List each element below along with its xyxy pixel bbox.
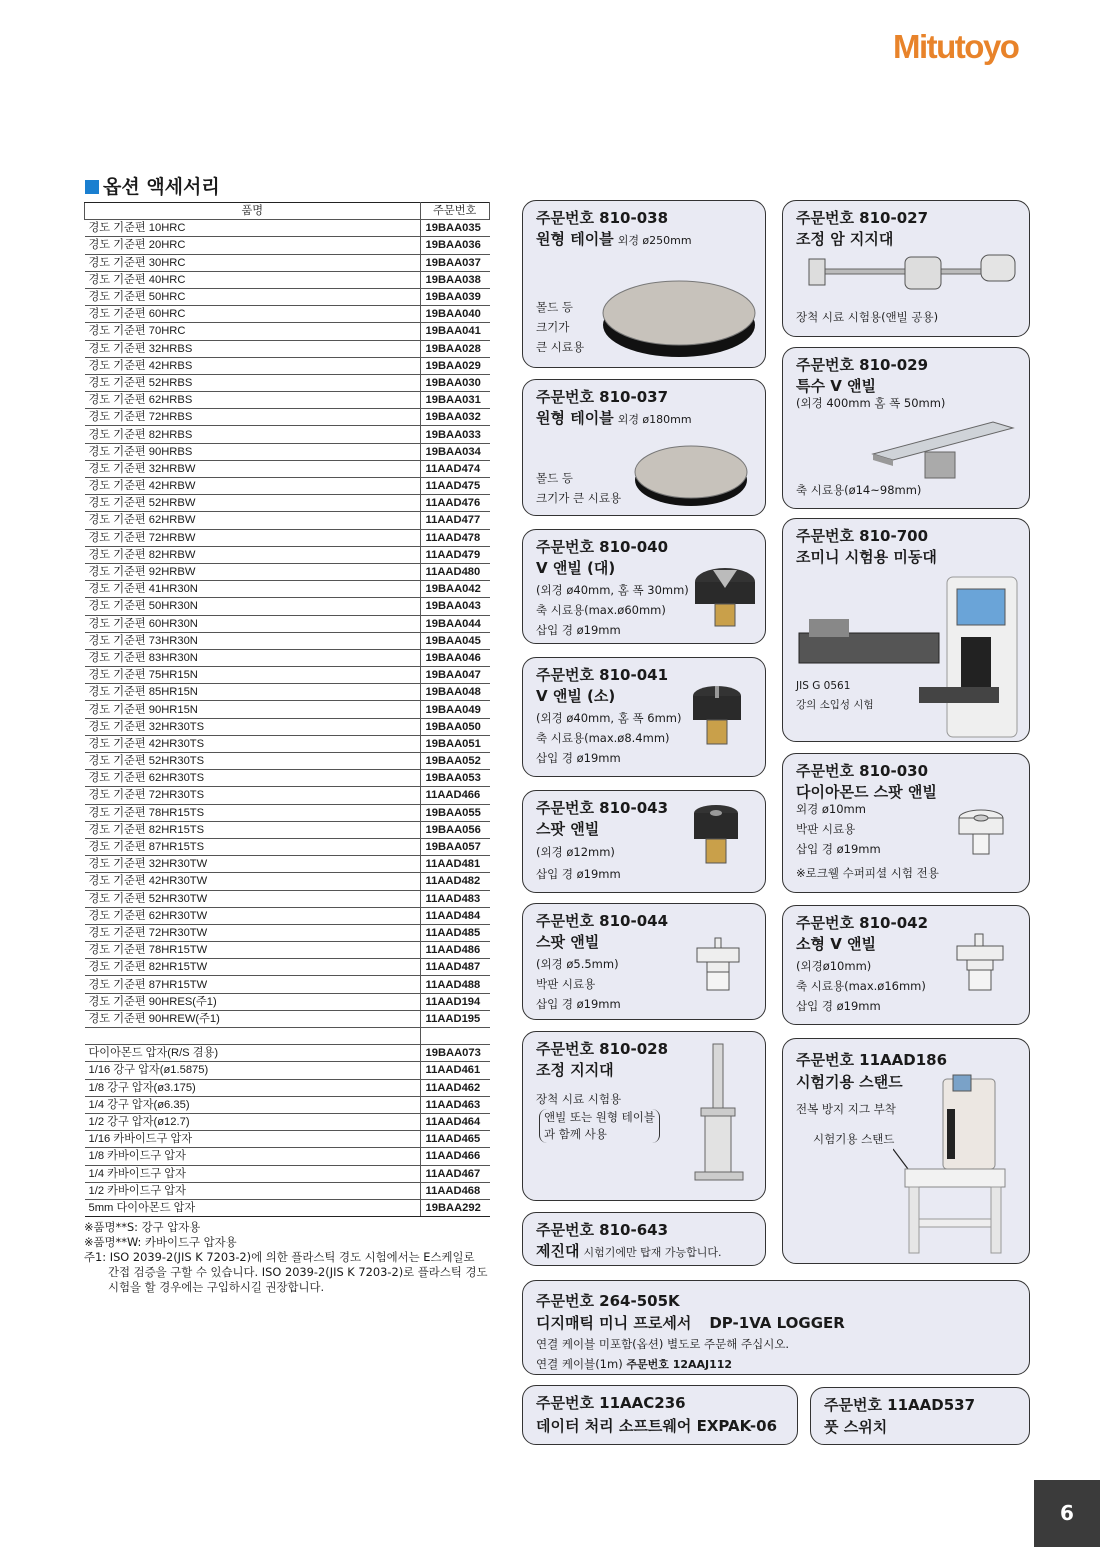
order-code: 19BAA047 [420,667,490,684]
card-desc: JIS G 0561 강의 소입성 시험 [796,680,874,711]
card-11AAD537 [810,1387,1030,1445]
item-name: 경도 기준편 82HR15TS [85,821,421,838]
table-row [85,942,490,959]
item-name: 경도 기준편 90HREW(주1) [85,1010,421,1027]
order-code: 11AAD463 [420,1096,490,1113]
table-row [85,873,490,890]
item-name: 1/2 카바이드구 압자 [85,1182,421,1199]
card-name: 디지매틱 미니 프로세서 DP-1VA LOGGER [536,1314,845,1332]
item-name: 1/4 카바이드구 압자 [85,1165,421,1182]
card-desc: 몰드 등 크기가 큰 시료용 [536,300,585,354]
item-name: 경도 기준편 42HR30TS [85,735,421,752]
card-810-042 [782,905,1030,1025]
item-name: 경도 기준편 70HRC [85,323,421,340]
order-code: 11AAD476 [420,495,490,512]
card-name: 데이터 처리 소프트웨어 EXPAK-06 [536,1417,778,1435]
card-order: 주문번호 810-044 [536,912,669,930]
order-code: 19BAA036 [420,237,490,254]
card-order: 주문번호 810-042 [796,914,929,932]
order-code: 11AAD466 [420,787,490,804]
order-code: 19BAA038 [420,271,490,288]
table-row [85,512,490,529]
card-order: 주문번호 810-038 [536,209,669,227]
brand-logo: Mitutoyo [893,28,1019,65]
table-row [85,426,490,443]
card-desc: 몰드 등 크기가 큰 시료용 [536,471,622,505]
order-code: 11AAD462 [420,1079,490,1096]
order-code: 19BAA073 [420,1045,490,1062]
card-desc: (외경 ø40mm, 홈 폭 30mm) 축 시료용(max.ø60mm) 삽입 경 ø19mm [536,583,689,637]
table-row [85,581,490,598]
item-name: 경도 기준편 87HR15TS [85,838,421,855]
card-order: 주문번호 810-030 [796,762,929,780]
col-header-name: 품명 [85,203,421,220]
diamond-spot-anvil-image [953,806,1013,862]
table-row [85,735,490,752]
order-code: 19BAA045 [420,632,490,649]
table-row [85,976,490,993]
card-11AAC236 [522,1385,798,1445]
order-code: 11AAD474 [420,460,490,477]
item-name: 1/16 카바이드구 압자 [85,1131,421,1148]
card-810-700 [782,518,1030,742]
note-line: ※품명**S: 강구 압자용 [84,1220,201,1234]
table-row [85,632,490,649]
table-row [85,529,490,546]
order-code: 11AAD481 [420,856,490,873]
card-desc: (외경 ø12mm) 삽입 경 ø19mm [536,845,621,881]
order-code: 19BAA049 [420,701,490,718]
table-row [85,959,490,976]
card-desc: (외경 400mm 홈 폭 50mm) [796,396,946,410]
table-row [85,478,490,495]
card-desc: (외경ø10mm) 축 시료용(max.ø16mm) 삽입 경 ø19mm [796,959,926,1013]
item-name: 경도 기준편 41HR30N [85,581,421,598]
item-name: 다이아몬드 압자(R/S 겸용) [85,1045,421,1062]
table-row [85,288,490,305]
order-code: 11AAD461 [420,1062,490,1079]
card-desc: (외경 ø5.5mm) 박판 시료용 삽입 경 ø19mm [536,957,621,1011]
item-name: 경도 기준편 10HRC [85,220,421,237]
card-810-037 [522,379,766,516]
card-name: 소형 V 앤빌 [796,935,877,953]
special-v-anvil-image [863,414,1023,484]
item-name: 경도 기준편 90HRES(주1) [85,993,421,1010]
card-name: V 앤빌 (대) [536,559,616,577]
card-name: 조정 지지대 [536,1061,614,1079]
order-code: 11AAD480 [420,563,490,580]
table-row [85,1096,490,1113]
item-name: 경도 기준편 72HRBW [85,529,421,546]
table-row [85,306,490,323]
item-name: 경도 기준편 72HR30TS [85,787,421,804]
card-order: 주문번호 810-029 [796,356,929,374]
table-row [85,237,490,254]
card-desc: 장척 시료 시험용 [536,1092,622,1106]
v-anvil-large-image [693,560,763,640]
table-row [85,1113,490,1130]
order-code: 11AAD465 [420,1131,490,1148]
section-title: 옵션 액세서리 [85,172,220,199]
page-number: 6 [1034,1480,1100,1547]
order-code: 11AAD488 [420,976,490,993]
item-name: 경도 기준편 85HR15N [85,684,421,701]
table-row [85,1199,490,1216]
item-name: 경도 기준편 82HRBW [85,546,421,563]
item-name: 경도 기준편 32HRBS [85,340,421,357]
table-row [85,271,490,288]
card-name: 원형 테이블 외경 ø180mm [536,409,692,427]
order-code: 11AAD475 [420,478,490,495]
order-code: 11AAD478 [420,529,490,546]
table-row [85,374,490,391]
item-name: 경도 기준편 42HRBW [85,478,421,495]
order-code: 19BAA043 [420,598,490,615]
order-code: 11AAD468 [420,1182,490,1199]
table-row [85,220,490,237]
item-name: 경도 기준편 42HRBS [85,357,421,374]
table-row [85,993,490,1010]
card-name: 조미니 시험용 미동대 [796,548,937,566]
card-desc-bracket: 앤빌 또는 원형 테이블 과 함께 사용 [539,1109,660,1143]
notes [84,1220,494,1295]
card-11AAD186 [782,1038,1030,1264]
square-bullet-icon [85,180,99,194]
card-name: 스팟 앤빌 [536,820,600,838]
table-row [85,718,490,735]
card-desc: 장척 시료 시험용(앤빌 공용) [796,310,939,324]
order-code: 19BAA292 [420,1199,490,1216]
item-name: 경도 기준편 30HRC [85,254,421,271]
table-row [85,1131,490,1148]
order-code: 19BAA029 [420,357,490,374]
item-name: 경도 기준편 32HR30TW [85,856,421,873]
order-code: 11AAD479 [420,546,490,563]
order-code: 11AAD483 [420,890,490,907]
card-name: 시험기용 스탠드 [796,1073,903,1091]
order-code: 19BAA040 [420,306,490,323]
item-name: 경도 기준편 52HR30TS [85,753,421,770]
order-code: 19BAA048 [420,684,490,701]
card-desc: (외경 ø40mm, 홈 폭 6mm) 축 시료용(max.ø8.4mm) 삽입 경 ø19mm [536,711,682,765]
table-row [85,821,490,838]
card-810-043 [522,790,766,893]
item-name: 경도 기준편 52HRBS [85,374,421,391]
item-name: 경도 기준편 60HR30N [85,615,421,632]
table-row [85,1182,490,1199]
card-order: 주문번호 810-040 [536,538,669,556]
order-code: 19BAA037 [420,254,490,271]
card-order: 주문번호 810-700 [796,527,929,545]
round-table-image [633,442,753,510]
card-name: 스팟 앤빌 [536,933,600,951]
table-row [85,340,490,357]
table-row [85,409,490,426]
card-cable: 연결 케이블(1m) 주문번호 12AAJ112 [536,1357,733,1371]
table-row [85,615,490,632]
card-810-041 [522,657,766,777]
adjust-support-image [693,1040,753,1190]
table-row [85,684,490,701]
order-code: 11AAD486 [420,942,490,959]
card-name: 다이아몬드 스팟 앤빌 [796,783,937,801]
card-name: 조정 암 지지대 [796,230,894,248]
order-code: 11AAD467 [420,1165,490,1182]
order-code: 19BAA042 [420,581,490,598]
item-name: 경도 기준편 78HR15TS [85,804,421,821]
order-code: 19BAA057 [420,838,490,855]
item-name: 경도 기준편 62HRBW [85,512,421,529]
card-order: 주문번호 810-037 [536,388,669,406]
card-note: ※로크웰 수퍼피셜 시험 전용 [796,866,939,880]
item-name: 1/8 카바이드구 압자 [85,1148,421,1165]
order-code: 19BAA031 [420,392,490,409]
card-810-028 [522,1031,766,1201]
item-name: 경도 기준편 32HR30TS [85,718,421,735]
card-810-038 [522,200,766,368]
table-row [85,770,490,787]
item-name: 경도 기준편 42HR30TW [85,873,421,890]
note-line: 주1: ISO 2039-2(JIS K 7203-2)에 의한 플라스틱 경도 시험에서는 E스케일로 [84,1250,475,1264]
item-name: 경도 기준편 60HRC [85,306,421,323]
item-name: 경도 기준편 90HR15N [85,701,421,718]
order-code: 19BAA041 [420,323,490,340]
order-code: 19BAA032 [420,409,490,426]
table-row [85,546,490,563]
card-name: 특수 V 앤빌 [796,377,877,395]
item-name: 경도 기준편 82HR15TW [85,959,421,976]
order-code: 19BAA039 [420,288,490,305]
order-code: 19BAA028 [420,340,490,357]
order-code [420,1028,490,1045]
table-row [85,1010,490,1027]
order-code: 11AAD485 [420,924,490,941]
card-desc: 외경 ø10mm 박판 시료용 삽입 경 ø19mm [796,802,881,856]
note-line: 시험을 할 경우에는 구입하시길 권장합니다. [108,1280,325,1294]
accessory-table [84,202,490,1217]
table-row [85,890,490,907]
card-name: V 앤빌 (소) [536,687,616,705]
item-name: 경도 기준편 20HRC [85,237,421,254]
item-name: 경도 기준편 50HRC [85,288,421,305]
card-810-030 [782,753,1030,893]
order-code: 19BAA052 [420,753,490,770]
card-810-643 [522,1212,766,1266]
table-row [85,924,490,941]
table-row [85,1165,490,1182]
item-name: 경도 기준편 82HRBS [85,426,421,443]
table-row [85,598,490,615]
card-callout: 시험기용 스탠드 [813,1132,895,1146]
card-order: 주문번호 11AAC236 [536,1394,686,1412]
item-name: 경도 기준편 50HR30N [85,598,421,615]
item-name: 경도 기준편 72HR30TW [85,924,421,941]
table-row [85,1148,490,1165]
order-code: 19BAA051 [420,735,490,752]
item-name: 경도 기준편 73HR30N [85,632,421,649]
col-header-code: 주문번호 [420,203,490,220]
table-row [85,357,490,374]
order-code: 19BAA055 [420,804,490,821]
order-code: 11AAD464 [420,1113,490,1130]
table-row [85,254,490,271]
note-line: ※품명**W: 카바이드구 압자용 [84,1235,237,1249]
table-row [85,495,490,512]
order-code: 11AAD195 [420,1010,490,1027]
table-row [85,856,490,873]
order-code: 11AAD194 [420,993,490,1010]
order-code: 19BAA056 [420,821,490,838]
table-row [85,460,490,477]
item-name: 경도 기준편 75HR15N [85,667,421,684]
order-code: 19BAA034 [420,443,490,460]
order-code: 11AAD487 [420,959,490,976]
card-order: 주문번호 810-041 [536,666,669,684]
item-name: 경도 기준편 62HR30TS [85,770,421,787]
v-anvil-small-image [685,682,755,752]
small-v-anvil-image [953,932,1009,994]
item-name: 경도 기준편 52HR30TW [85,890,421,907]
order-code: 19BAA033 [420,426,490,443]
table-row [85,787,490,804]
order-code: 19BAA050 [420,718,490,735]
item-name: 경도 기준편 62HRBS [85,392,421,409]
card-810-029 [782,347,1030,509]
item-name: 1/8 강구 압자(ø3.175) [85,1079,421,1096]
table-row [85,1062,490,1079]
note-line: 간접 검증을 구할 수 있습니다. ISO 2039-2(JIS K 7203-2)로 플라스틱 경도 [108,1265,488,1279]
table-row [85,667,490,684]
card-810-040 [522,529,766,644]
item-name: 1/4 강구 압자(ø6.35) [85,1096,421,1113]
card-order: 주문번호 810-643 [536,1221,669,1239]
table-row [85,701,490,718]
table-row [85,392,490,409]
item-name [85,1028,421,1045]
card-810-044 [522,903,766,1020]
item-name: 경도 기준편 52HRBW [85,495,421,512]
table-row [85,907,490,924]
card-264-505K [522,1280,1030,1375]
order-code: 11AAD477 [420,512,490,529]
order-code: 19BAA044 [420,615,490,632]
table-row [85,563,490,580]
card-order: 주문번호 264-505K [536,1292,680,1310]
card-name: 풋 스위치 [824,1418,888,1436]
spot-anvil-image [688,803,748,873]
item-name: 1/16 강구 압자(ø1.5875) [85,1062,421,1079]
card-desc: 연결 케이블 미포함(옵션) 별도로 주문해 주십시오. [536,1337,790,1351]
table-row [85,753,490,770]
table-row [85,804,490,821]
card-order: 주문번호 11AAD186 [796,1051,948,1069]
card-order: 주문번호 810-027 [796,209,929,227]
item-name: 5mm 다이아몬드 압자 [85,1199,421,1216]
item-name: 경도 기준편 72HRBS [85,409,421,426]
item-name: 경도 기준편 87HR15TW [85,976,421,993]
table-row [85,649,490,666]
tester-stand-image [893,1069,1023,1263]
item-name: 경도 기준편 32HRBW [85,460,421,477]
card-name: 원형 테이블 외경 ø250mm [536,230,692,248]
item-name: 경도 기준편 78HR15TW [85,942,421,959]
order-code: 19BAA053 [420,770,490,787]
adjust-arm-image [803,245,1023,305]
card-name: 제진대 시험기에만 탑재 가능합니다. [536,1242,722,1260]
order-code: 19BAA046 [420,649,490,666]
order-code: 19BAA035 [420,220,490,237]
card-order: 주문번호 810-028 [536,1040,669,1058]
item-name: 경도 기준편 90HRBS [85,443,421,460]
table-row [85,1079,490,1096]
card-desc: 전복 방지 지그 부착 [796,1102,896,1116]
table-row [85,838,490,855]
order-code: 11AAD482 [420,873,490,890]
card-desc: 축 시료용(ø14~98mm) [796,483,922,497]
table-row [85,443,490,460]
item-name: 경도 기준편 83HR30N [85,649,421,666]
table-row [85,1045,490,1062]
item-name: 1/2 강구 압자(ø12.7) [85,1113,421,1130]
table-row [85,1028,490,1045]
spot-anvil-small-image [693,936,745,994]
order-code: 19BAA030 [420,374,490,391]
order-code: 11AAD466 [420,1148,490,1165]
round-table-image [601,273,761,361]
card-order: 주문번호 810-043 [536,799,669,817]
card-810-027 [782,200,1030,337]
item-name: 경도 기준편 62HR30TW [85,907,421,924]
card-order: 주문번호 11AAD537 [824,1396,976,1414]
order-code: 11AAD484 [420,907,490,924]
table-row [85,323,490,340]
item-name: 경도 기준편 92HRBW [85,563,421,580]
item-name: 경도 기준편 40HRC [85,271,421,288]
